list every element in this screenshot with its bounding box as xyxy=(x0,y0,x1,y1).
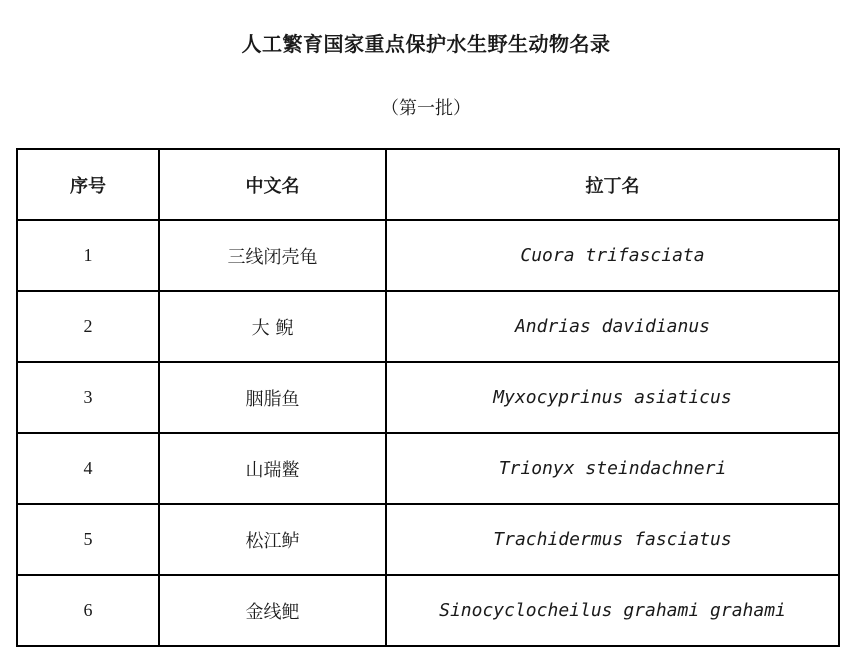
row-latin-name: Trachidermus fasciatus xyxy=(386,504,839,575)
header-chinese-name: 中文名 xyxy=(159,149,386,220)
row-chinese-name: 胭脂鱼 xyxy=(159,362,386,433)
row-index: 3 xyxy=(17,362,159,433)
row-chinese-name: 山瑞鳖 xyxy=(159,433,386,504)
row-chinese-name: 松江鲈 xyxy=(159,504,386,575)
row-index: 4 xyxy=(17,433,159,504)
table-row xyxy=(17,504,839,575)
row-index: 6 xyxy=(17,575,159,646)
row-latin-name: Trionyx steindachneri xyxy=(386,433,839,504)
table-row xyxy=(17,575,839,646)
row-index: 1 xyxy=(17,220,159,291)
table-header-row xyxy=(17,149,839,220)
row-index: 2 xyxy=(17,291,159,362)
header-index: 序号 xyxy=(17,149,159,220)
row-chinese-name: 金线鲃 xyxy=(159,575,386,646)
row-chinese-name: 大 鲵 xyxy=(159,291,386,362)
row-latin-name: Andrias davidianus xyxy=(386,291,839,362)
row-latin-name: Myxocyprinus asiaticus xyxy=(386,362,839,433)
table-row xyxy=(17,362,839,433)
row-chinese-name: 三线闭壳龟 xyxy=(159,220,386,291)
species-table xyxy=(16,148,840,647)
document-subtitle: （第一批） xyxy=(381,98,471,119)
document-title: 人工繁育国家重点保护水生野生动物名录 xyxy=(241,32,611,56)
row-latin-name: Cuora trifasciata xyxy=(386,220,839,291)
table-row xyxy=(17,433,839,504)
table-row xyxy=(17,291,839,362)
header-latin-name: 拉丁名 xyxy=(386,149,839,220)
row-latin-name: Sinocyclocheilus grahami grahami xyxy=(386,575,839,646)
table-row xyxy=(17,220,839,291)
row-index: 5 xyxy=(17,504,159,575)
